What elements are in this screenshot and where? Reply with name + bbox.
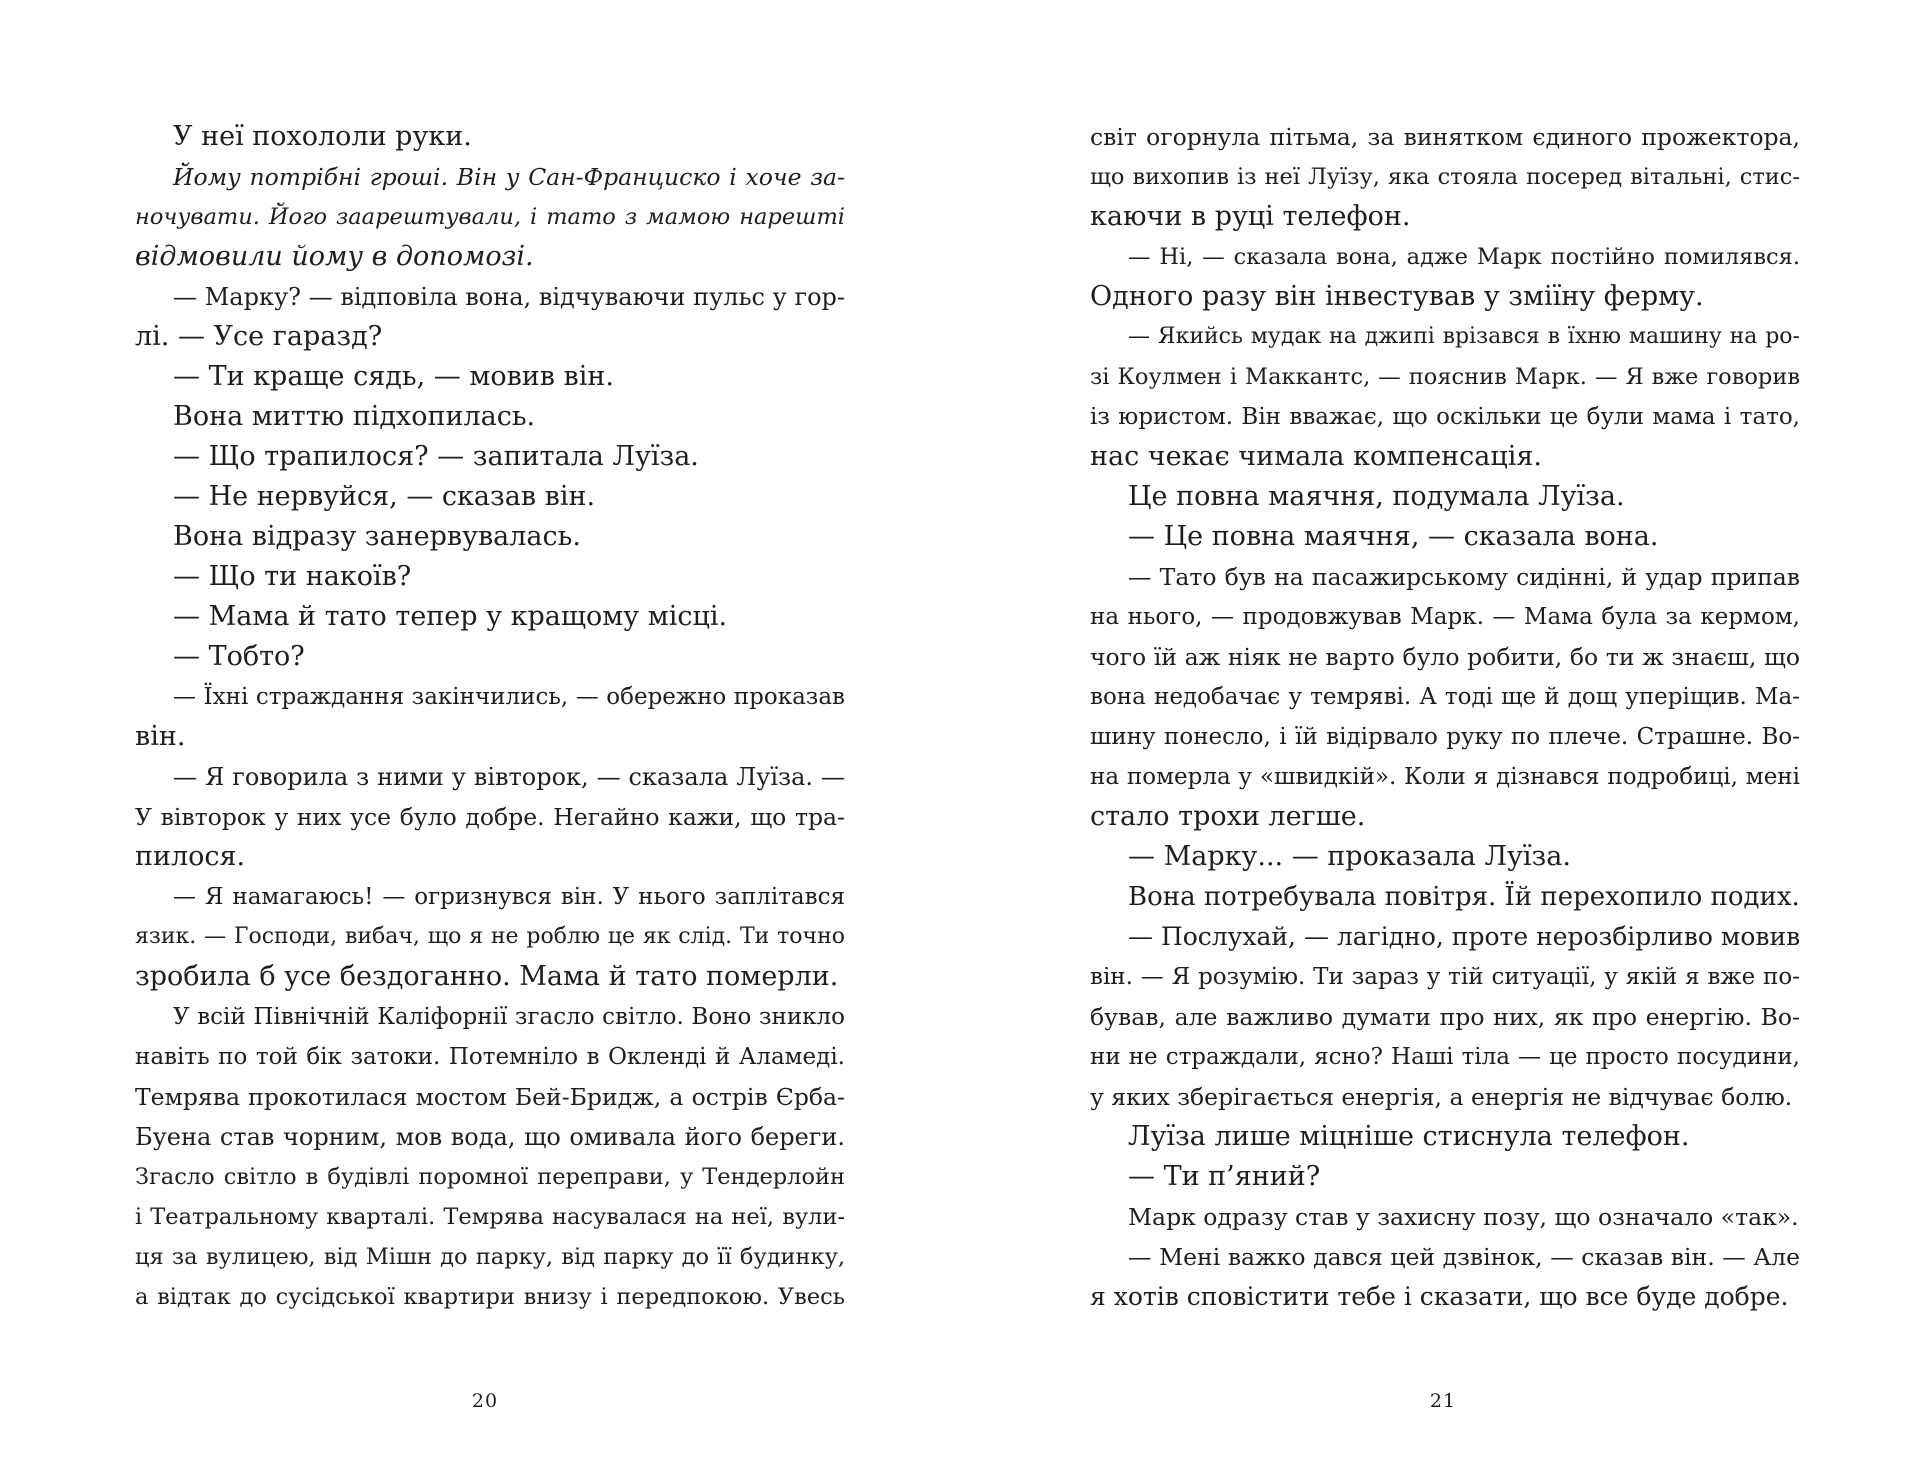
text-line: — Ні, — сказала вона, адже Марк постійно помилявся. — [1128, 244, 1800, 270]
text-line: — Що ти накоїв? — [173, 561, 412, 592]
text-line: відмовили йому в допомозі. — [135, 241, 534, 272]
left-page-text — [135, 117, 845, 1317]
text-line: у яких зберігається енергія, а енергія не відчуває болю. — [1090, 1083, 1793, 1111]
text-line: шину понесло, і їй відірвало руку по плече. Страшне. Во- — [1090, 724, 1800, 750]
text-line: — Послухай, — лагідно, проте нерозбірливо мовив — [1128, 922, 1800, 951]
text-line: на померла у «швидкій». Коли я дізнався подробиці, мені — [1090, 764, 1800, 790]
text-line: — Ти краще сядь, — мовив він. — [173, 361, 614, 392]
text-line: зі Коулмен і Маккантс, — пояснив Марк. — Я вже говорив — [1090, 364, 1800, 390]
text-line: — Я намагаюсь! — огризнувся він. У нього заплітався — [173, 884, 845, 910]
text-line: а відтак до сусідської квартири внизу і передпокою. Увесь — [135, 1284, 845, 1310]
right-page-number: 21 — [1429, 1390, 1457, 1412]
right-page-text — [1090, 117, 1800, 1317]
text-line: чого їй аж ніяк не варто було робити, бо ти ж знаєш, що — [1090, 643, 1800, 671]
text-line: — Тобто? — [173, 641, 305, 672]
left-page-number: 20 — [471, 1390, 499, 1412]
text-line: язик. — Господи, вибач, що я не роблю це як слід. Ти точно — [135, 924, 845, 949]
text-line: Одного разу він інвестував у зміїну ферму. — [1090, 281, 1704, 312]
text-line: пилося. — [135, 841, 246, 872]
text-line: Буена став чорним, мов вода, що омивала його береги. — [135, 1123, 845, 1151]
text-line: вона недобачає у темряві. А тоді ще й дощ уперіщив. Ма- — [1090, 684, 1800, 710]
text-line: — Мені важко дався цей дзвінок, — сказав він. — Але — [1128, 1243, 1800, 1271]
text-line: Луїза лише міцніше стиснула телефон. — [1128, 1121, 1690, 1152]
text-line: — Марку... — проказала Луїза. — [1128, 841, 1571, 872]
text-line: із юристом. Він вважає, що оскільки це були мама і тато, — [1090, 404, 1800, 430]
text-line: лі. — Усе гаразд? — [135, 321, 383, 352]
text-line: — Тато був на пасажирському сидінні, й удар припав — [1128, 563, 1800, 591]
text-line: зробила б усе бездоганно. Мама й тато померли. — [135, 961, 839, 992]
text-line: він. — [135, 721, 186, 752]
text-line: і Театральному кварталі. Темрява насувалася на неї, вули- — [135, 1204, 845, 1230]
text-line: Йому потрібні гроші. Він у Сан-Франциско і хоче за- — [173, 163, 845, 191]
text-line: Вона потребувала повітря. Їй перехопило подих. — [1128, 882, 1800, 912]
text-line: — Мама й тато тепер у кращому місці. — [173, 601, 728, 632]
text-line: У вівторок у них усе було добре. Негайно кажи, що тра- — [135, 803, 845, 831]
text-line: світ огорнула пітьма, за винятком єдиного прожектора, — [1090, 123, 1800, 151]
text-line: ночувати. Його заарештували, і тато з мамою нарешті — [135, 204, 845, 230]
text-line: — Що трапилося? — запитала Луїза. — [173, 441, 699, 472]
text-line: на нього, — продовжував Марк. — Мама була за кермом, — [1090, 604, 1800, 630]
text-line: — Якийсь мудак на джипі врізався в їхню машину на ро- — [1128, 324, 1800, 349]
text-line: — Ти п’яний? — [1128, 1161, 1321, 1192]
text-line: — Я говорила з ними у вівторок, — сказала Луїза. — — [173, 763, 845, 791]
text-line: нас чекає чимала компенсація. — [1090, 441, 1543, 472]
text-line: У неї похололи руки. — [173, 121, 472, 152]
text-line: стало трохи легше. — [1090, 801, 1366, 832]
text-line: він. — Я розумію. Ти зараз у тій ситуації, у якій я вже по- — [1090, 964, 1800, 990]
text-line: навіть по той бік затоки. Потемніло в Окленді й Аламеді. — [135, 1044, 845, 1070]
text-line: що вихопив із неї Луїзу, яка стояла посеред вітальні, стис- — [1090, 164, 1800, 190]
text-line: — Їхні страждання закінчились, — обережно проказав — [173, 684, 845, 710]
text-line: бував, але важливо думати про них, як про енергію. Во- — [1090, 1003, 1800, 1031]
text-line: ця за вулицею, від Мішн до парку, від парку до її будинку, — [135, 1244, 845, 1270]
text-line: Вона відразу занервувалась. — [173, 521, 581, 552]
text-line: — Це повна маячня, — сказала вона. — [1128, 521, 1659, 552]
text-line: Згасло світло в будівлі поромної переправи, у Тендерлойн — [135, 1164, 845, 1190]
text-line: Вона миттю підхопилась. — [173, 401, 536, 432]
text-line: Марк одразу став у захисну позу, що означало «так». — [1128, 1203, 1799, 1231]
text-line: я хотів сповістити тебе і сказати, що все буде добре. — [1090, 1282, 1789, 1311]
text-line: — Марку? — відповіла вона, відчуваючи пульс у гор- — [173, 283, 845, 311]
text-line: У всій Північній Каліфорнії згасло світло. Воно зникло — [173, 1004, 845, 1030]
text-line: Це повна маячня, подумала Луїза. — [1128, 481, 1625, 512]
text-line: — Не нервуйся, — сказав він. — [173, 481, 596, 512]
text-line: ни не страждали, ясно? Наші тіла — це просто посудини, — [1090, 1044, 1800, 1070]
text-line: каючи в руці телефон. — [1090, 201, 1411, 232]
text-line: Темрява прокотилася мостом Бей-Бридж, а острів Єрба- — [135, 1083, 845, 1111]
